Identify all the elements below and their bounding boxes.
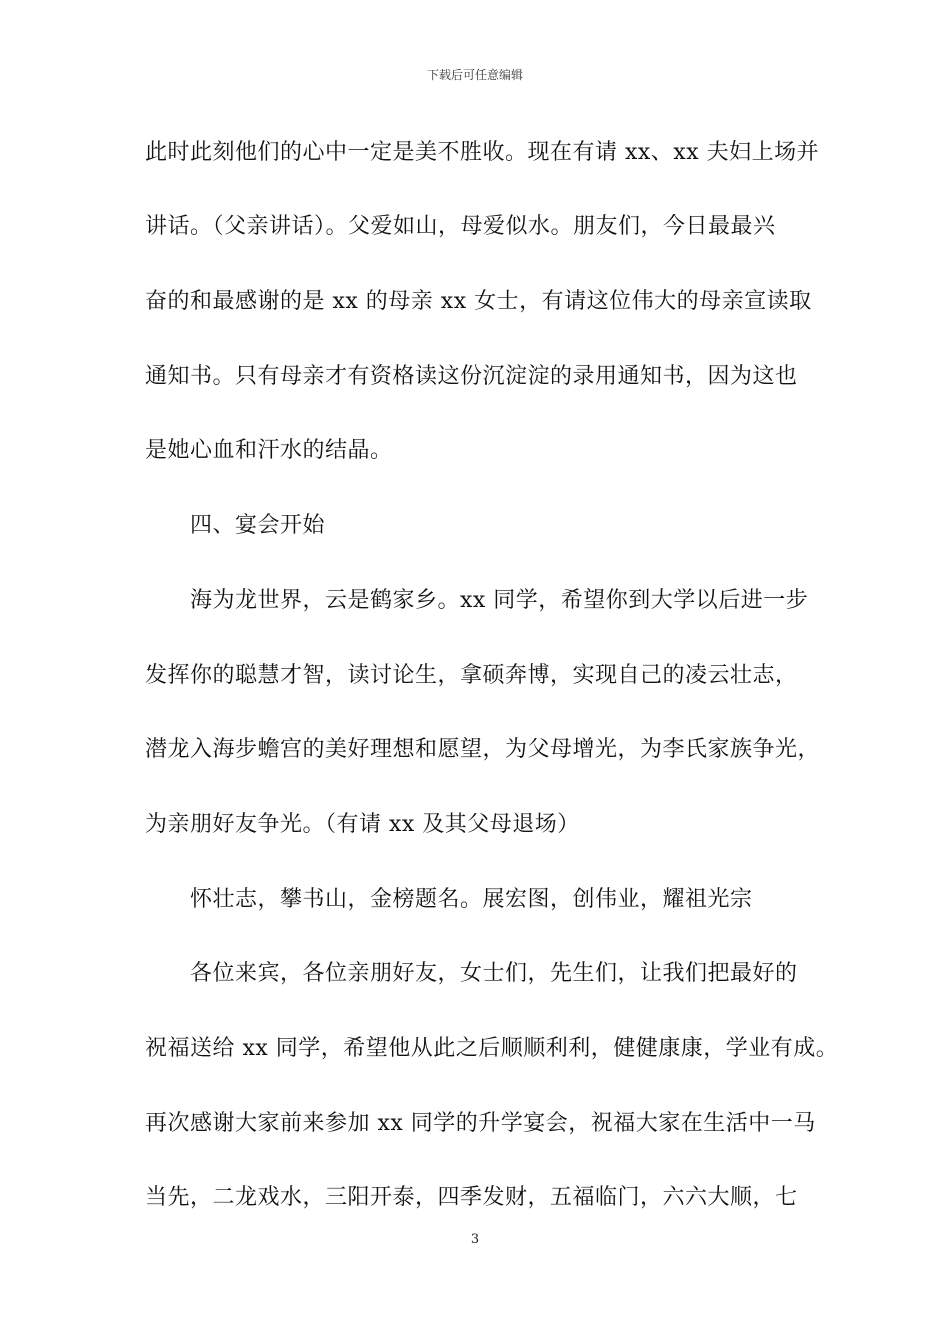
text-line: 再次感谢大家前来参加 xx 同学的升学宴会，祝福大家在生活中一马 — [145, 1111, 816, 1136]
page-number: 3 — [470, 1232, 480, 1247]
section-heading: 四、宴会开始 — [190, 513, 326, 538]
text-line: 各位来宾，各位亲朋好友，女士们，先生们，让我们把最好的 — [190, 961, 798, 986]
text-line: 海为龙世界，云是鹤家乡。xx 同学，希望你到大学以后进一步 — [190, 588, 809, 613]
text-line: 发挥你的聪慧才智，读讨论生，拿硕奔博，实现自己的凌云壮志， — [145, 663, 798, 688]
text-line: 当先，二龙戏水，三阳开泰，四季发财，五福临门，六六大顺，七 — [145, 1185, 798, 1210]
text-line: 奋的和最感谢的是 xx 的母亲 xx 女士，有请这位伟大的母亲宣读取 — [145, 289, 812, 314]
text-line: 为亲朋好友争光。（有请 xx 及其父母退场） — [145, 812, 580, 837]
text-line: 是她心血和汗水的结晶。 — [145, 438, 393, 463]
text-line: 祝福送给 xx 同学，希望他从此之后顺顺利利，健健康康，学业有成。 — [145, 1036, 839, 1061]
text-line: 讲话。（父亲讲话）。父爱如山，母爱似水。朋友们，今日最最兴 — [145, 214, 776, 239]
text-line: 潜龙入海步蟾宫的美好理想和愿望，为父母增光，为李氏家族争光， — [145, 737, 821, 762]
text-line: 通知书。只有母亲才有资格读这份沉淀淀的录用通知书，因为这也 — [145, 364, 798, 389]
text-line: 此时此刻他们的心中一定是美不胜收。现在有请 xx、xx 夫妇上场并 — [145, 140, 820, 165]
text-line: 怀壮志，攀书山，金榜题名。展宏图，创伟业，耀祖光宗 — [190, 887, 753, 912]
page-header: 下载后可任意编辑 — [426, 68, 523, 82]
